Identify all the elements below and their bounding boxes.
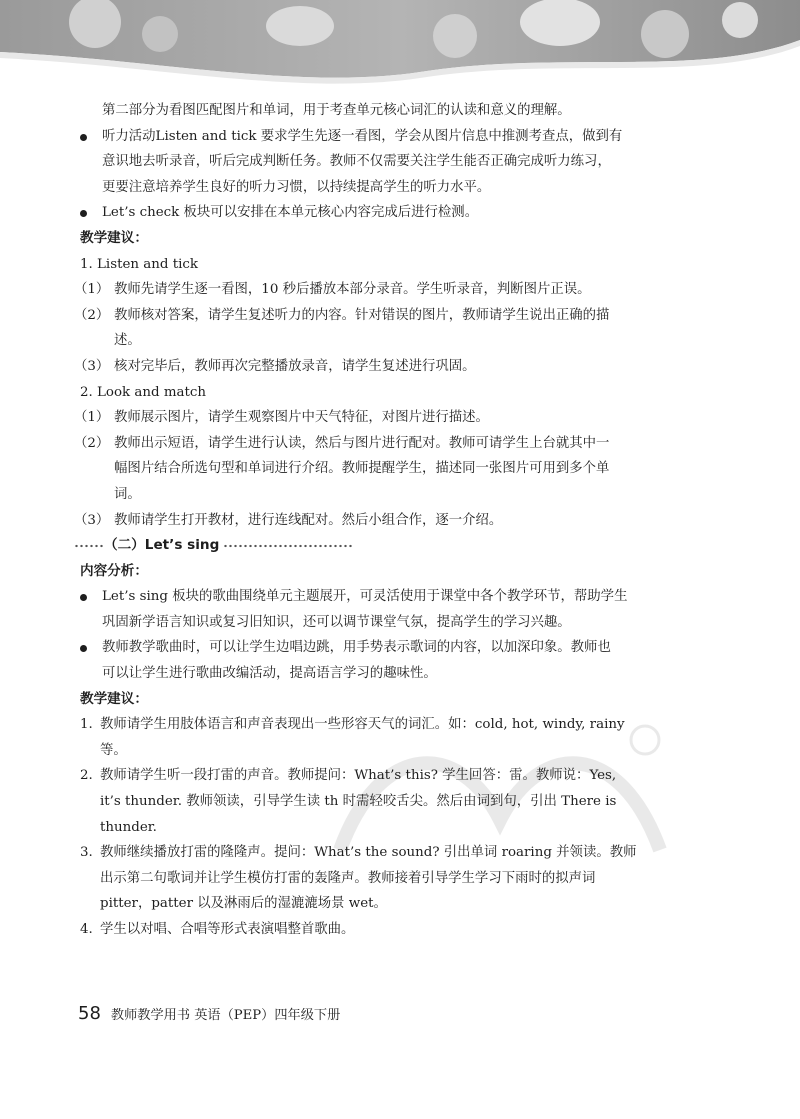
book-title: 教师教学用书 英语（PEP）四年级下册 (110, 1008, 341, 1023)
step-text: 词。 (114, 486, 141, 502)
numbered-item (80, 917, 704, 943)
item-number: （2） (74, 435, 110, 451)
part-heading-text: （二）Let’s sing (104, 537, 220, 554)
bullet-dot-icon (80, 210, 87, 217)
step-text: 核对完毕后，教师再次完整播放录音，请学生复述进行巩固。 (114, 358, 476, 374)
item-text: 等。 (100, 742, 127, 758)
numbered-item (80, 763, 704, 789)
bullet-item (80, 200, 704, 226)
section-heading (80, 687, 704, 713)
subsection-text: 1. Listen and tick (80, 256, 198, 272)
text-line (80, 98, 704, 124)
item-number: 3. (80, 845, 93, 861)
section-heading (80, 226, 704, 252)
item-continuation (80, 738, 704, 764)
text-line (80, 661, 704, 687)
item-number: （2） (74, 307, 110, 323)
step-text: 述。 (114, 333, 141, 349)
item-number: 1. (80, 717, 93, 733)
step-text: 教师核对答案，请学生复述听力的内容。针对错误的图片，教师请学生说出正确的描 (114, 307, 610, 323)
numbered-item (80, 712, 704, 738)
line-text: 更要注意培养学生良好的听力习惯，以持续提高学生的听力水平。 (102, 179, 491, 195)
item-text: 学生以对唱、合唱等形式表演唱整首歌曲。 (100, 922, 355, 937)
step-continuation (74, 482, 704, 508)
item-number: （1） (74, 410, 110, 426)
floral-banner-art (0, 0, 800, 92)
bullet-text: Let’s check 板块可以安排在本单元核心内容完成后进行检测。 (102, 205, 479, 221)
item-text: pitter，patter 以及淋雨后的湿漉漉场景 wet。 (100, 896, 387, 912)
step-continuation (74, 328, 704, 354)
bullet-text: 教师教学歌曲时，可以让学生边唱边跳，用手势表示歌词的内容，以加深印象。教师也 (102, 640, 611, 656)
bullet-dot-icon (80, 594, 87, 601)
subsection-text: 2. Look and match (80, 384, 207, 400)
line-text: 巩固新学语言知识或复习旧知识，还可以调节课堂气氛，提高学生的学习兴趣。 (102, 614, 571, 630)
heading-text: 教学建议： (80, 690, 148, 707)
text-line (80, 610, 704, 636)
item-text: 出示第二句歌词并让学生模仿打雷的轰隆声。教师接着引导学生学习下雨时的拟声词 (100, 870, 596, 886)
numbered-step (74, 277, 704, 303)
item-number: 2. (80, 768, 93, 784)
page-body (74, 98, 704, 943)
dotted-rule-right (223, 544, 353, 548)
step-text: 幅图片结合所选句型和单词进行介绍。教师提醒学生，描述同一张图片可用到多个单 (114, 461, 610, 477)
numbered-step (74, 405, 704, 431)
item-number: （3） (74, 512, 110, 528)
item-text: it’s thunder. 教师领读，引导学生读 th 时需轻咬舌尖。然后由词到句，引出 There is (100, 794, 617, 810)
header-banner (0, 0, 800, 92)
step-text: 教师展示图片，请学生观察图片中天气特征，对图片进行描述。 (114, 410, 489, 426)
bullet-dot-icon (80, 134, 87, 141)
line-text: 意识地去听录音，听后完成判断任务。教师不仅需要关注学生能否正确完成听力练习， (102, 154, 611, 170)
section-heading (80, 559, 704, 585)
bullet-item (80, 584, 704, 610)
heading-text: 内容分析： (80, 562, 148, 579)
heading-text: 教学建议： (80, 229, 148, 246)
page-footer (78, 1003, 340, 1024)
numbered-step (74, 354, 704, 380)
step-continuation (74, 456, 704, 482)
dotted-rule-left (74, 544, 104, 548)
item-text: thunder. (100, 819, 157, 835)
bullet-text: 听力活动Listen and tick 要求学生先逐一看图，学会从图片信息中推测考查点，做到有 (102, 128, 623, 144)
item-number: 4. (80, 922, 93, 937)
numbered-step (74, 508, 704, 534)
numbered-step (74, 431, 704, 457)
item-continuation (80, 891, 704, 917)
bullet-item (80, 635, 704, 661)
numbered-step (74, 303, 704, 329)
bullet-item (80, 124, 704, 150)
item-text: 教师请学生用肢体语言和声音表现出一些形容天气的词汇。如：cold, hot, windy, rainy (100, 717, 625, 733)
item-continuation (80, 815, 704, 841)
text-line (80, 149, 704, 175)
page-number: 58 (78, 1003, 101, 1024)
subsection-title (80, 252, 704, 278)
text-line (80, 175, 704, 201)
step-text: 教师先请学生逐一看图，10 秒后播放本部分录音。学生听录音，判断图片正误。 (114, 282, 591, 298)
item-text: 教师继续播放打雷的隆隆声。提问：What’s the sound? 引出单词 roaring 并领读。教师 (100, 845, 637, 861)
item-text: 教师请学生听一段打雷的声音。教师提问：What’s this? 学生回答：雷。教师说：Yes, (100, 768, 617, 784)
step-text: 教师请学生打开教材，进行连线配对。然后小组合作，逐一介绍。 (114, 512, 503, 528)
bullet-dot-icon (80, 645, 87, 652)
line-text: 可以让学生进行歌曲改编活动，提高语言学习的趣味性。 (102, 666, 437, 682)
step-text: 教师出示短语，请学生进行认读，然后与图片进行配对。教师可请学生上台就其中一 (114, 435, 610, 451)
item-continuation (80, 789, 704, 815)
item-number: （1） (74, 282, 110, 298)
numbered-item (80, 840, 704, 866)
subsection-title (80, 380, 704, 406)
item-continuation (80, 866, 704, 892)
item-number: （3） (74, 358, 110, 374)
bullet-text: Let’s sing 板块的歌曲围绕单元主题展开，可灵活使用于课堂中各个教学环节，帮助学生 (102, 589, 628, 605)
line-text: 第二部分为看图匹配图片和单词，用于考查单元核心词汇的认读和意义的理解。 (102, 103, 571, 118)
part-heading (74, 533, 704, 559)
